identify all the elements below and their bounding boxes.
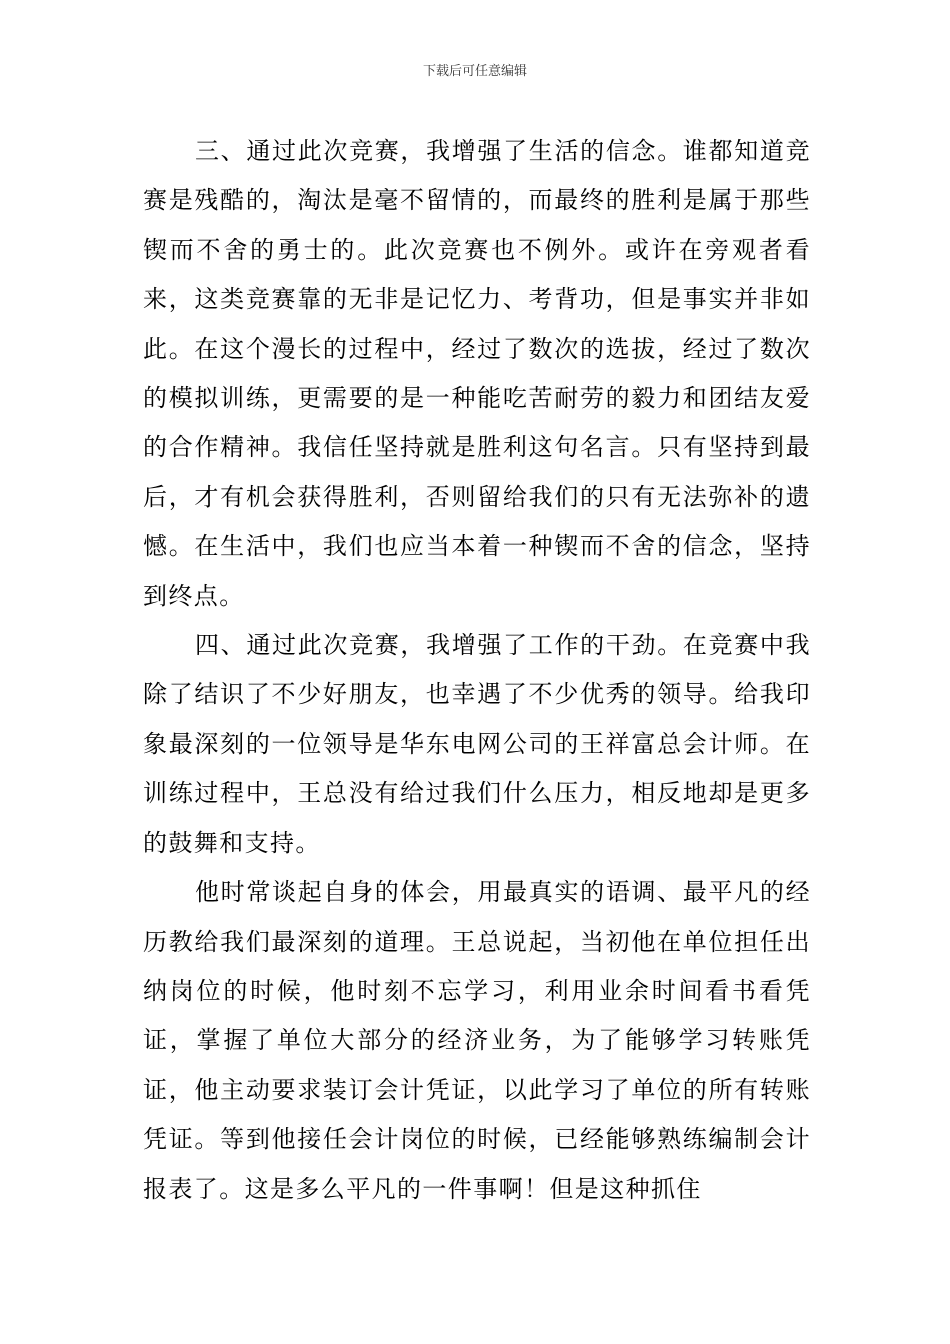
paragraph-2: 四、通过此次竞赛，我增强了工作的干劲。在竞赛中我除了结识了不少好朋友，也幸遇了不少优秀的领导。给我印象最深刻的一位领导是华东电网公司的王祥富总会计师。在训练过程中，王总没有给过我们什么压力，相反地却是更多的鼓舞和支持。 bbox=[143, 631, 811, 857]
document-body bbox=[143, 127, 811, 1214]
paragraph-3: 他时常谈起自身的体会，用最真实的语调、最平凡的经历教给我们最深刻的道理。王总说起，当初他在单位担任出纳岗位的时候，他时刻不忘学习，利用业余时间看书看凭证，掌握了单位大部分的经济业务，为了能够学习转账凭证，他主动要求装订会计凭证，以此学习了单位的所有转账凭证。等到他接任会计岗位的时候，已经能够熟练编制会计报表了。这是多么平凡的一件事啊！但是这种抓住 bbox=[143, 878, 811, 1203]
paragraph-1: 三、通过此次竞赛，我增强了生活的信念。谁都知道竞赛是残酷的，淘汰是毫不留情的，而最终的胜利是属于那些锲而不舍的勇士的。此次竞赛也不例外。或许在旁观者看来，这类竞赛靠的无非是记忆力、考背功，但是事实并非如此。在这个漫长的过程中，经过了数次的选拔，经过了数次的模拟训练，更需要的是一种能吃苦耐劳的毅力和团结友爱的合作精神。我信任坚持就是胜利这句名言。只有坚持到最后，才有机会获得胜利，否则留给我们的只有无法弥补的遗憾。在生活中，我们也应当本着一种锲而不舍的信念，坚持到终点。 bbox=[143, 137, 811, 610]
page-header-note: 下载后可任意编辑 bbox=[422, 64, 527, 79]
